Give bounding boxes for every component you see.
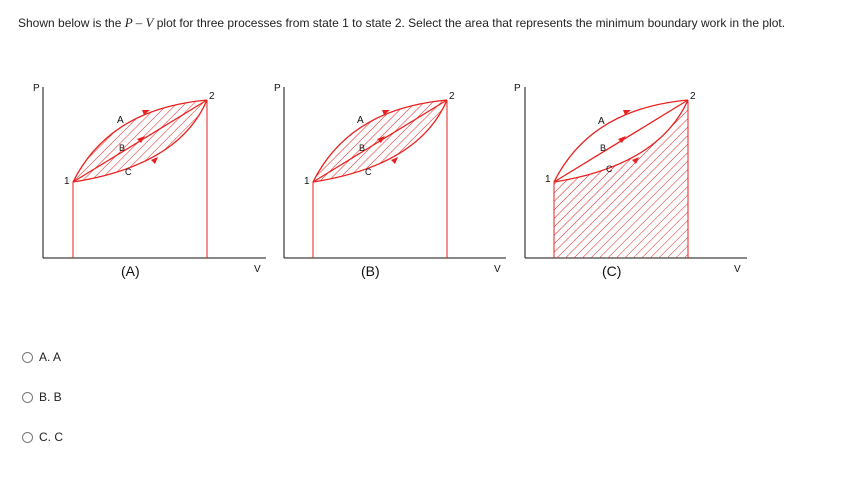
panel-b-label-a: A bbox=[357, 115, 364, 126]
panel-b-label-b: B bbox=[359, 143, 366, 153]
panel-b-caption: (B) bbox=[361, 263, 380, 279]
panel-a-state2: 2 bbox=[209, 91, 215, 102]
panel-c-state2: 2 bbox=[690, 91, 696, 102]
option-a-radio[interactable] bbox=[22, 352, 33, 363]
option-c-radio[interactable] bbox=[22, 432, 33, 443]
panel-c-label-b: B bbox=[600, 143, 607, 153]
panel-c-label-c: C bbox=[606, 164, 613, 174]
option-c-label: C. C bbox=[39, 430, 63, 444]
option-a-label: A. A bbox=[39, 350, 62, 364]
panel-a-label-a: A bbox=[117, 115, 124, 126]
option-a[interactable] bbox=[22, 348, 63, 366]
panel-c-label-a: A bbox=[598, 116, 605, 127]
panel-c-p-label: P bbox=[514, 83, 521, 94]
question-suffix: plot for three processes from state 1 to state 2. Select the area that represents the minimum boundary work in the plot. bbox=[153, 16, 786, 30]
panel-a-v-label: V bbox=[254, 264, 261, 275]
panel-c-state1: 1 bbox=[545, 174, 551, 185]
panel-c-hatched-area bbox=[554, 100, 688, 258]
option-b-radio[interactable] bbox=[22, 392, 33, 403]
panel-a-caption: (A) bbox=[121, 263, 140, 279]
panel-b-label-c: C bbox=[365, 167, 372, 177]
question-math: P – V bbox=[124, 15, 154, 30]
question-prefix: Shown below is the bbox=[18, 16, 125, 30]
panel-c-caption: (C) bbox=[602, 263, 622, 279]
panel-b-v-label: V bbox=[494, 264, 501, 275]
panel-a-p-label: P bbox=[33, 83, 40, 94]
panel-b-p-label: P bbox=[274, 83, 281, 94]
panel-c-v-label: V bbox=[734, 264, 741, 275]
panel-a-state1: 1 bbox=[64, 176, 70, 187]
panel-b bbox=[274, 83, 506, 279]
panel-a bbox=[33, 83, 266, 279]
answer-options bbox=[22, 348, 63, 468]
panel-a-label-c: C bbox=[125, 167, 132, 177]
panel-a-label-b: B bbox=[119, 143, 126, 153]
option-b[interactable] bbox=[22, 388, 63, 406]
option-c[interactable] bbox=[22, 428, 63, 446]
panel-b-state1: 1 bbox=[304, 176, 310, 187]
option-b-label: B. B bbox=[39, 390, 62, 404]
panel-c bbox=[514, 83, 747, 279]
panel-b-state2: 2 bbox=[449, 91, 455, 102]
